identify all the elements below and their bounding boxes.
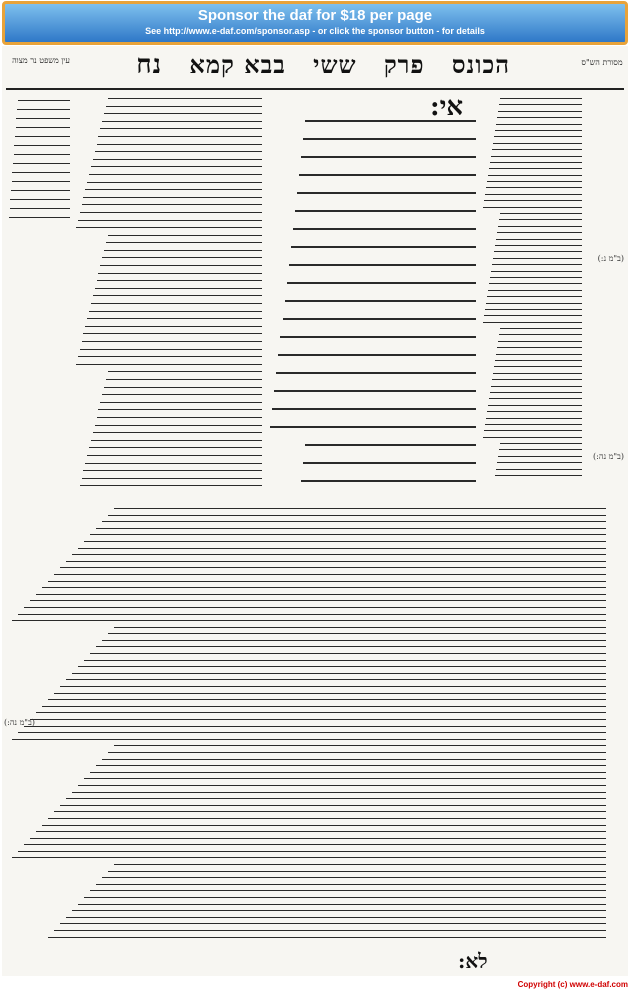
- print-line: [495, 130, 582, 131]
- print-line: [90, 653, 606, 654]
- print-line: [486, 187, 582, 188]
- folio-heading: [118, 50, 510, 80]
- print-line: [66, 561, 606, 562]
- print-line: [499, 449, 582, 450]
- print-line: [72, 673, 606, 674]
- print-line: [18, 851, 606, 852]
- print-line: [60, 923, 606, 924]
- print-line: [491, 271, 582, 272]
- print-line: [93, 159, 262, 160]
- print-line: [42, 706, 606, 707]
- print-line: [84, 660, 606, 661]
- print-line: [24, 726, 606, 727]
- print-line: [84, 897, 606, 898]
- print-line: [84, 541, 606, 542]
- print-line: [485, 309, 582, 310]
- print-line: [78, 904, 606, 905]
- print-line: [496, 469, 582, 470]
- print-line: [489, 398, 582, 399]
- print-line: [494, 251, 582, 252]
- print-line: [108, 515, 606, 516]
- print-line: [87, 182, 262, 183]
- print-line: [78, 548, 606, 549]
- print-line: [497, 117, 582, 118]
- print-line: [76, 227, 262, 228]
- print-line: [36, 594, 606, 595]
- print-line: [14, 145, 70, 146]
- print-line: [78, 220, 262, 221]
- print-line: [18, 732, 606, 733]
- print-line: [12, 172, 70, 173]
- print-line: [91, 166, 262, 167]
- print-line: [285, 300, 476, 302]
- print-line: [303, 138, 476, 140]
- rashi-column: [482, 94, 582, 504]
- print-line: [60, 805, 606, 806]
- print-line: [97, 280, 262, 281]
- print-line: [95, 425, 262, 426]
- print-line: [98, 409, 262, 410]
- copyright-footer[interactable]: Copyright (c) www.e-daf.com: [517, 980, 628, 989]
- print-line: [87, 318, 262, 319]
- talmud-page-scan: [2, 46, 628, 976]
- print-line: [95, 151, 262, 152]
- print-line: [12, 857, 606, 858]
- print-line: [66, 679, 606, 680]
- print-line: [24, 844, 606, 845]
- print-line: [287, 282, 476, 284]
- print-line: [72, 792, 606, 793]
- print-line: [42, 587, 606, 588]
- print-line: [82, 478, 262, 479]
- print-line: [500, 213, 582, 214]
- print-line: [42, 825, 606, 826]
- print-line: [66, 917, 606, 918]
- print-line: [91, 440, 262, 441]
- print-line: [30, 600, 606, 601]
- print-line: [54, 693, 606, 694]
- print-line: [483, 322, 582, 323]
- print-line: [492, 264, 582, 265]
- print-line: [93, 295, 262, 296]
- tosafot-column: [74, 94, 262, 514]
- print-line: [83, 470, 262, 471]
- print-line: [16, 127, 70, 128]
- print-line: [484, 430, 582, 431]
- print-line: [96, 646, 606, 647]
- print-line: [108, 633, 606, 634]
- print-line: [87, 455, 262, 456]
- print-line: [18, 100, 70, 101]
- print-line: [499, 104, 582, 105]
- print-line: [98, 136, 262, 137]
- print-line: [85, 326, 262, 327]
- print-line: [500, 443, 582, 444]
- sponsor-subtitle[interactable]: See http://www.e-daf.com/sponsor.asp - or click the sponsor button - for details: [145, 26, 485, 36]
- print-line: [96, 884, 606, 885]
- print-line: [280, 336, 476, 338]
- print-line: [489, 283, 582, 284]
- print-line: [486, 303, 582, 304]
- print-line: [500, 98, 582, 99]
- print-line: [493, 373, 582, 374]
- print-line: [78, 356, 262, 357]
- print-line: [278, 354, 476, 356]
- chapter-name: הכונס: [451, 50, 510, 79]
- print-line: [108, 235, 262, 236]
- print-line: [488, 405, 582, 406]
- print-line: [100, 402, 262, 403]
- print-line: [78, 785, 606, 786]
- print-line: [80, 349, 262, 350]
- print-line: [102, 877, 606, 878]
- print-line: [270, 426, 476, 428]
- print-line: [102, 521, 606, 522]
- print-line: [487, 296, 582, 297]
- print-line: [89, 447, 262, 448]
- print-line: [80, 485, 262, 486]
- print-line: [89, 311, 262, 312]
- print-line: [9, 217, 70, 218]
- print-line: [483, 207, 582, 208]
- print-line: [490, 392, 582, 393]
- print-line: [106, 106, 262, 107]
- print-line: [498, 341, 582, 342]
- print-line: [497, 462, 582, 463]
- print-line: [488, 175, 582, 176]
- print-line: [15, 136, 70, 137]
- print-line: [96, 528, 606, 529]
- print-line: [82, 341, 262, 342]
- print-line: [293, 228, 476, 230]
- chapter-number: ששי: [313, 50, 357, 79]
- print-line: [102, 257, 262, 258]
- print-line: [82, 204, 262, 205]
- print-line: [90, 772, 606, 773]
- print-line: [486, 418, 582, 419]
- print-line: [108, 752, 606, 753]
- print-line: [491, 156, 582, 157]
- print-line: [272, 408, 476, 410]
- tractate-name: בבא קמא: [189, 50, 286, 79]
- print-line: [13, 163, 70, 164]
- print-line: [104, 113, 262, 114]
- print-line: [66, 798, 606, 799]
- closing-lead-word: לא:: [458, 949, 488, 973]
- print-line: [83, 333, 262, 334]
- print-line: [60, 567, 606, 568]
- print-line: [95, 288, 262, 289]
- print-line: [16, 118, 70, 119]
- print-line: [493, 258, 582, 259]
- print-line: [104, 387, 262, 388]
- print-line: [12, 739, 606, 740]
- print-line: [104, 250, 262, 251]
- print-line: [114, 627, 606, 628]
- print-line: [48, 937, 606, 938]
- print-line: [276, 372, 476, 374]
- print-line: [106, 242, 262, 243]
- print-line: [24, 607, 606, 608]
- print-line: [493, 143, 582, 144]
- print-line: [487, 181, 582, 182]
- print-line: [490, 277, 582, 278]
- print-line: [14, 154, 70, 155]
- print-line: [114, 864, 606, 865]
- print-line: [48, 818, 606, 819]
- print-line: [97, 417, 262, 418]
- print-line: [10, 199, 70, 200]
- gemara-lead-word: אי:: [430, 92, 464, 122]
- print-line: [289, 264, 476, 266]
- print-line: [102, 640, 606, 641]
- print-line: [83, 197, 262, 198]
- print-line: [488, 290, 582, 291]
- print-line: [102, 394, 262, 395]
- print-line: [89, 174, 262, 175]
- print-line: [18, 614, 606, 615]
- print-line: [489, 168, 582, 169]
- print-line: [54, 930, 606, 931]
- print-line: [301, 480, 476, 482]
- print-line: [60, 686, 606, 687]
- print-line: [499, 334, 582, 335]
- print-line: [17, 109, 70, 110]
- print-line: [80, 212, 262, 213]
- print-line: [100, 265, 262, 266]
- ein-mishpat-column: [6, 94, 70, 314]
- print-line: [494, 366, 582, 367]
- mesoret-column: (ב"מ נ:) (ב"מ נה:): [593, 254, 624, 461]
- ein-mishpat-label: עין משפט נר מצוה: [12, 56, 70, 65]
- print-line: [93, 432, 262, 433]
- print-line: [495, 245, 582, 246]
- print-line: [483, 437, 582, 438]
- print-line: [305, 444, 476, 446]
- print-line: [495, 475, 582, 476]
- mesoret-hashas-label: מסורת הש"ס: [581, 58, 623, 67]
- print-line: [492, 149, 582, 150]
- perek-word: פרק: [383, 50, 425, 79]
- print-line: [84, 778, 606, 779]
- print-line: [500, 328, 582, 329]
- print-line: [54, 811, 606, 812]
- print-line: [490, 162, 582, 163]
- print-line: [90, 534, 606, 535]
- print-line: [291, 246, 476, 248]
- print-line: [497, 232, 582, 233]
- print-line: [108, 371, 262, 372]
- print-line: [497, 347, 582, 348]
- daf-number: נח: [136, 50, 163, 80]
- print-line: [498, 111, 582, 112]
- print-line: [485, 194, 582, 195]
- print-line: [485, 424, 582, 425]
- print-line: [496, 124, 582, 125]
- print-line: [100, 128, 262, 129]
- print-line: [30, 719, 606, 720]
- print-line: [96, 765, 606, 766]
- print-line: [90, 890, 606, 891]
- print-line: [494, 136, 582, 137]
- print-line: [492, 379, 582, 380]
- lower-side-note: (ב"מ נה:): [4, 718, 35, 727]
- print-line: [114, 745, 606, 746]
- print-line: [11, 190, 70, 191]
- print-line: [48, 581, 606, 582]
- print-line: [295, 210, 476, 212]
- print-line: [283, 318, 476, 320]
- gemara-main-text: [268, 94, 476, 496]
- print-line: [108, 98, 262, 99]
- print-line: [484, 200, 582, 201]
- print-line: [48, 699, 606, 700]
- print-line: [85, 189, 262, 190]
- print-line: [78, 666, 606, 667]
- print-line: [491, 386, 582, 387]
- print-line: [303, 462, 476, 464]
- print-line: [10, 208, 70, 209]
- print-line: [36, 831, 606, 832]
- print-line: [102, 121, 262, 122]
- print-line: [496, 354, 582, 355]
- print-line: [85, 463, 262, 464]
- page-header: [10, 50, 620, 84]
- print-line: [30, 838, 606, 839]
- print-line: [76, 364, 262, 365]
- print-line: [106, 379, 262, 380]
- print-line: [72, 910, 606, 911]
- print-line: [498, 226, 582, 227]
- print-line: [495, 360, 582, 361]
- print-line: [487, 411, 582, 412]
- print-line: [484, 315, 582, 316]
- print-line: [498, 456, 582, 457]
- sponsor-banner[interactable]: [2, 1, 628, 45]
- print-line: [299, 174, 476, 176]
- print-line: [274, 390, 476, 392]
- header-rule: [6, 88, 624, 90]
- print-line: [496, 239, 582, 240]
- print-line: [297, 192, 476, 194]
- print-line: [102, 759, 606, 760]
- print-line: [12, 181, 70, 182]
- print-line: [114, 508, 606, 509]
- print-line: [499, 219, 582, 220]
- print-line: [301, 156, 476, 158]
- print-line: [36, 712, 606, 713]
- print-line: [98, 273, 262, 274]
- sponsor-title[interactable]: Sponsor the daf for $18 per page: [197, 7, 433, 24]
- print-line: [91, 303, 262, 304]
- print-line: [12, 620, 606, 621]
- print-line: [54, 574, 606, 575]
- lower-commentary-text: [6, 504, 606, 974]
- print-line: [108, 871, 606, 872]
- print-line: [97, 144, 262, 145]
- print-line: [72, 554, 606, 555]
